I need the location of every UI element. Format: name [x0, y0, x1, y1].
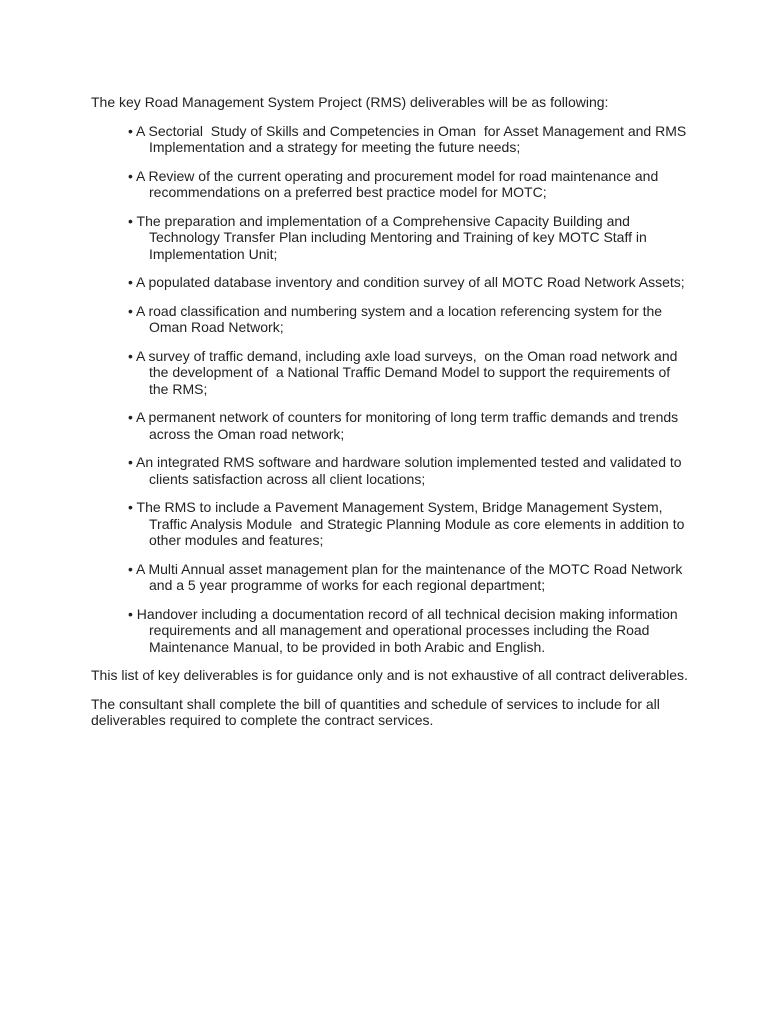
deliverable-text: The preparation and implementation of a Comprehensive Capacity Building and Technology Transfer Plan including Mentoring and Training of key MOTC Staff in Implementation Unit;	[136, 212, 651, 262]
deliverable-text: A road classification and numbering system and a location referencing system for the Oman Road Network;	[136, 302, 666, 335]
deliverable-text: A survey of traffic demand, including axle load surveys, on the Oman road network and the development of a National Traffic Demand Model to support the requirements of the RMS;	[136, 347, 682, 397]
deliverable-text: A Sectorial Study of Skills and Competencies in Oman for Asset Management and RMS Implementation and a strategy for meeting the future needs;	[136, 122, 691, 155]
bullet-icon: •	[128, 347, 133, 364]
deliverable-item	[128, 274, 691, 291]
bill-of-quantities-paragraph: The consultant shall complete the bill of quantities and schedule of services to include for all deliverables required to complete the contract services.	[91, 695, 664, 728]
deliverable-text: Handover including a documentation record of all technical decision making information requirements and all management and operational processes including the Road Maintenance Manual, to be provided in both Arabic and English.	[136, 605, 682, 655]
bullet-icon: •	[128, 167, 133, 184]
deliverable-item	[128, 348, 691, 398]
bullet-icon: •	[128, 274, 133, 290]
deliverable-item	[128, 499, 691, 549]
bullet-icon: •	[128, 605, 133, 622]
bullet-icon: •	[128, 409, 133, 425]
bullet-icon: •	[128, 454, 133, 470]
deliverable-text: A Multi Annual asset management plan for the maintenance of the MOTC Road Network and a 5 year programme of works for each regional department;	[136, 560, 687, 593]
deliverable-text: An integrated RMS software and hardware solution implemented tested and validated to clients satisfaction across all client locations;	[136, 454, 686, 487]
deliverable-item	[128, 168, 691, 201]
deliverable-item	[128, 123, 691, 156]
deliverable-item	[128, 213, 691, 263]
deliverable-item	[128, 454, 691, 487]
deliverable-text: A Review of the current operating and procurement model for road maintenance and recommendations on a preferred best practice model for MOTC;	[136, 167, 663, 200]
bullet-icon: •	[128, 212, 133, 229]
bullet-icon: •	[128, 122, 133, 139]
deliverable-text: The RMS to include a Pavement Management System, Bridge Management System, Traffic Analysis Module and Strategic Planning Module as core elements in addition to other modules and features;	[136, 499, 689, 548]
deliverable-text: A permanent network of counters for monitoring of long term traffic demands and trends across the Oman road network;	[136, 409, 683, 442]
deliverable-text: A populated database inventory and condition survey of all MOTC Road Network Assets;	[136, 274, 685, 290]
bullet-icon: •	[128, 560, 133, 577]
deliverable-item	[128, 606, 691, 656]
intro-paragraph: The key Road Management System Project (RMS) deliverables will be as following:	[91, 94, 609, 110]
document-body	[91, 94, 691, 741]
bullet-icon: •	[128, 499, 133, 515]
deliverables-list	[91, 123, 691, 656]
deliverable-item	[128, 303, 691, 336]
deliverable-item	[128, 561, 691, 594]
guidance-note-paragraph: This list of key deliverables is for guidance only and is not exhaustive of all contract deliverables.	[91, 667, 688, 683]
deliverable-item	[128, 409, 691, 442]
bullet-icon: •	[128, 302, 133, 319]
